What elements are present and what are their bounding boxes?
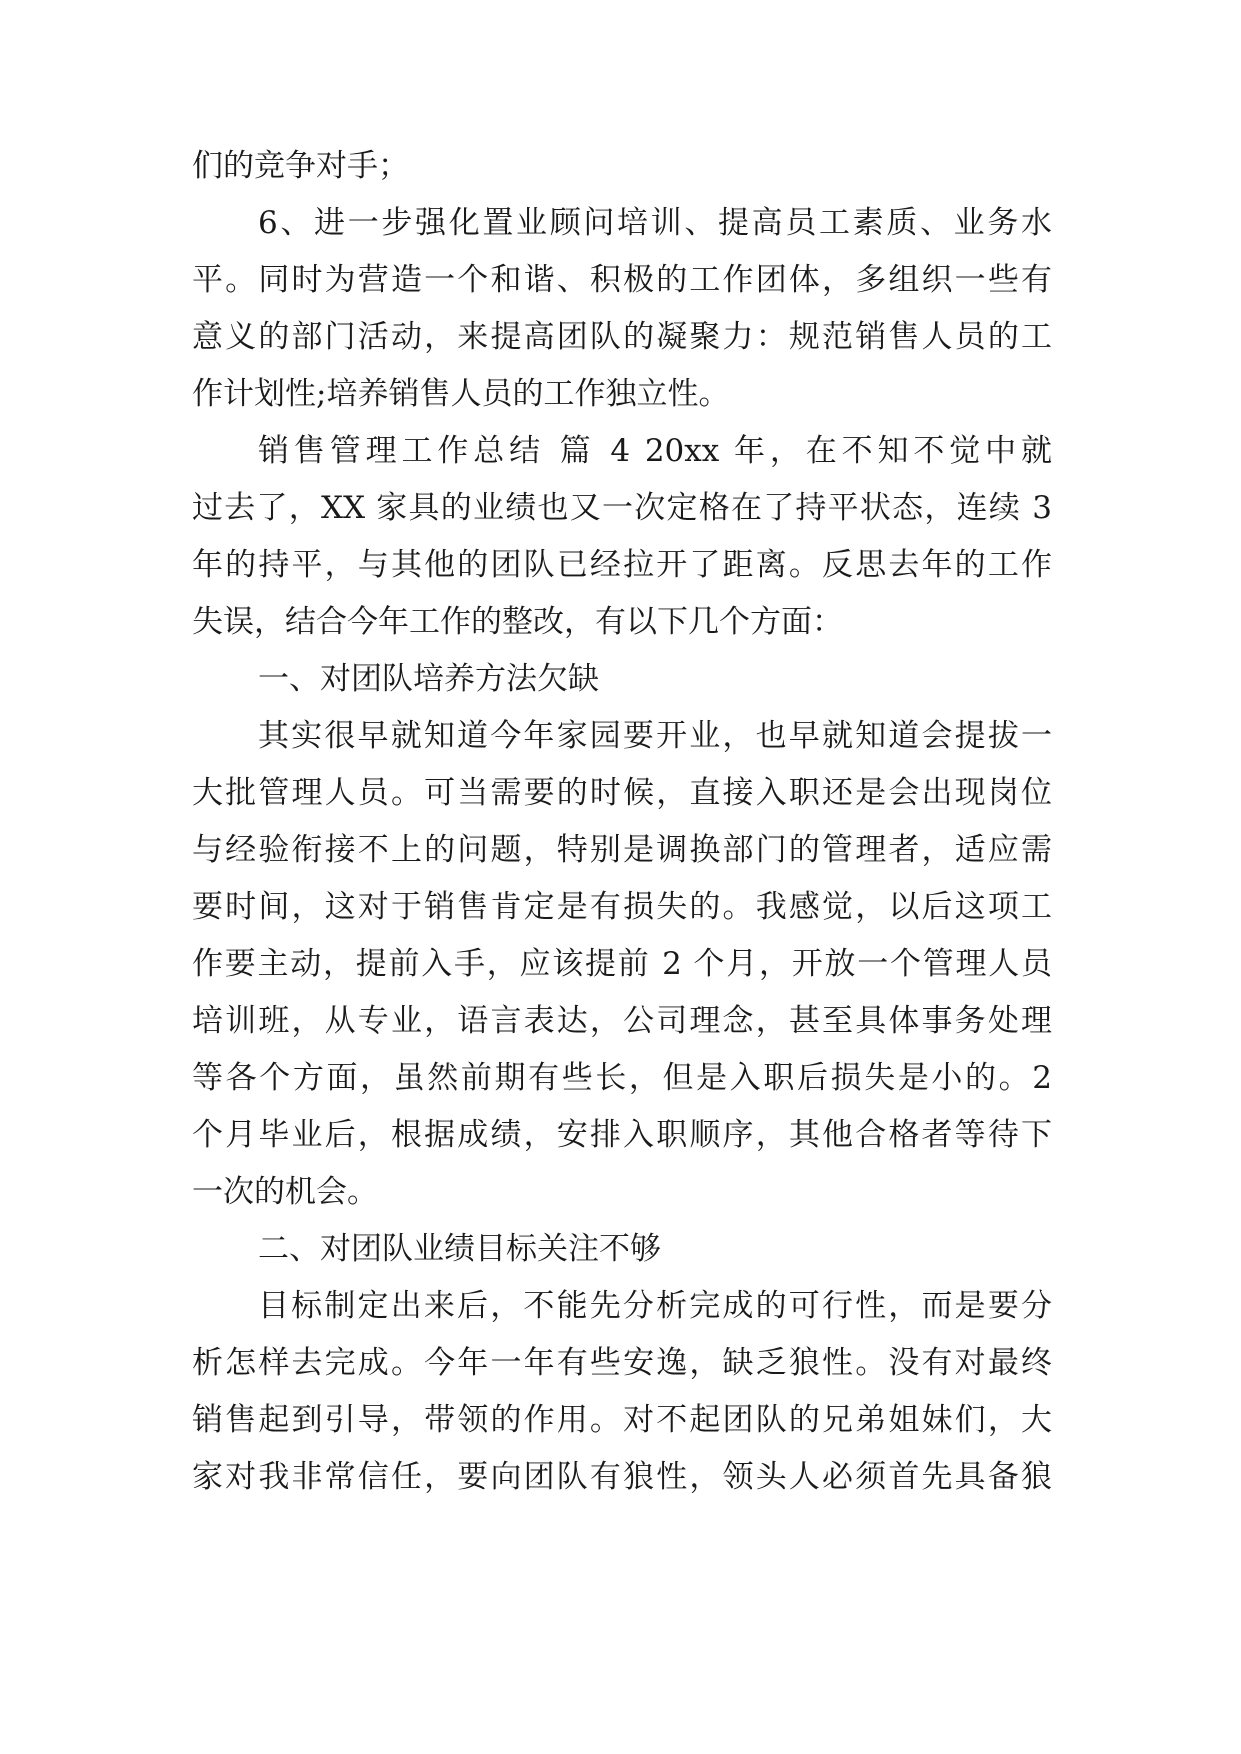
text-line: 意义的部门活动，来提高团队的凝聚力：规范销售人员的工 <box>192 319 1052 355</box>
text-line: 销售管理工作总结 篇 4 20xx 年，在不知不觉中就 <box>258 433 1052 469</box>
text-line: 过去了，XX 家具的业绩也又一次定格在了持平状态，连续 3 <box>192 490 1052 526</box>
text-line: 与经验衔接不上的问题，特别是调换部门的管理者，适应需 <box>192 832 1052 868</box>
text-line: 培训班，从专业，语言表达，公司理念，甚至具体事务处理 <box>192 1003 1052 1039</box>
text-line: 家对我非常信任，要向团队有狼性，领头人必须首先具备狼 <box>192 1459 1052 1495</box>
text-line: 年的持平，与其他的团队已经拉开了距离。反思去年的工作 <box>192 547 1052 583</box>
text-line: 其实很早就知道今年家园要开业，也早就知道会提拔一 <box>258 718 1052 754</box>
text-line: 销售起到引导，带领的作用。对不起团队的兄弟姐妹们，大 <box>192 1402 1052 1438</box>
section-heading: 二、对团队业绩目标关注不够 <box>258 1231 661 1267</box>
text-line: 失误，结合今年工作的整改，有以下几个方面： <box>192 604 843 640</box>
text-line: 一次的机会。 <box>192 1174 378 1210</box>
section-heading: 一、对团队培养方法欠缺 <box>258 661 599 697</box>
text-line: 作计划性;培养销售人员的工作独立性。 <box>192 376 730 412</box>
text-line: 要时间，这对于销售肯定是有损失的。我感觉，以后这项工 <box>192 889 1052 925</box>
text-line: 等各个方面，虽然前期有些长，但是入职后损失是小的。2 <box>192 1060 1052 1096</box>
text-line: 目标制定出来后，不能先分析完成的可行性，而是要分 <box>258 1288 1052 1324</box>
text-line: 平。同时为营造一个和谐、积极的工作团体，多组织一些有 <box>192 262 1052 298</box>
text-line: 个月毕业后，根据成绩，安排入职顺序，其他合格者等待下 <box>192 1117 1052 1153</box>
text-line: 6、进一步强化置业顾问培训、提高员工素质、业务水 <box>258 205 1052 241</box>
text-line: 们的竞争对手； <box>192 148 409 184</box>
text-line: 大批管理人员。可当需要的时候，直接入职还是会出现岗位 <box>192 775 1052 811</box>
text-line: 作要主动，提前入手，应该提前 2 个月，开放一个管理人员 <box>192 946 1052 982</box>
text-line: 析怎样去完成。今年一年有些安逸，缺乏狼性。没有对最终 <box>192 1345 1052 1381</box>
